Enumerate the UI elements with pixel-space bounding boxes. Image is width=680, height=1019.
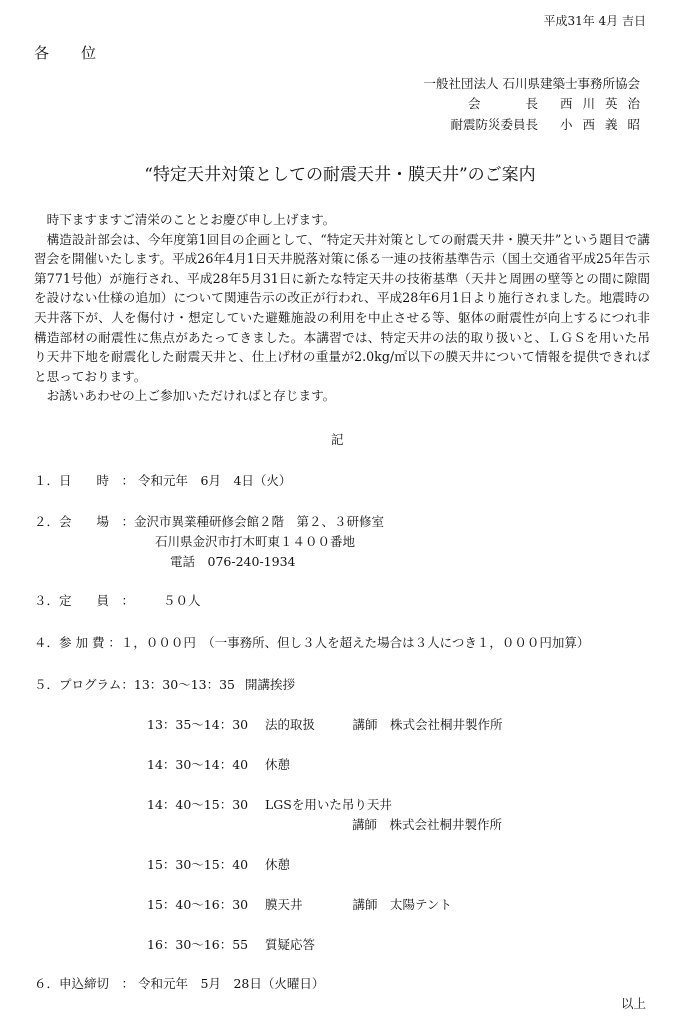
program-time: 14：40～15：30	[147, 797, 249, 812]
program-lecturer: 講師 株式会社桐井製作所	[352, 817, 503, 832]
committee-name: 小西義昭	[559, 117, 650, 132]
item-label: １．日 時 ：	[34, 473, 135, 488]
item-capacity	[34, 591, 201, 609]
closing-mark: 以上	[620, 996, 646, 1011]
body-paragraph: お誘いあわせの上ご参加いただければと存じます。	[46, 388, 336, 404]
addressee-char-2: 位	[81, 44, 99, 62]
program-time: 15：30～15：40	[147, 857, 249, 872]
program-row	[147, 855, 290, 873]
body-paragraph: 時下ますますご清栄のこととお慶び申し上げます。	[46, 212, 336, 227]
document-date: 平成31年 4月 吉日	[543, 14, 646, 28]
item-value: １，０００円 （一事務所、但し３人を超えた場合は３人につき１，０００円加算）	[120, 635, 590, 650]
venue-address: 石川県金沢市打木町東１４００番地	[155, 534, 356, 549]
program-content: 休憩	[265, 857, 291, 872]
addressee	[34, 42, 98, 63]
body-paragraph: 構造設計部会は、今年度第1回目の企画として、“特定天井対策としての耐震天井・膜天井”という題目で講習会を開催いたします。平成26年4月1日天井脱落対策に係る一連の技術基準告示（国土交通省平成25年告示第771号他）が施行され、平成28年5月31日に新たな特定天井の技術基準（天井と周囲の壁等との間に隙間を設けない仕様の追加）について関連告示の改正が行われ、平成28年6月1日より施行されました。地震時の天井落下が、人を傷付け・想定していた避難施設の利用を中止させる等、躯体の耐震性が向上するにつれ非構造部材の耐震性に焦点があたってきました。本講習では、特定天井の法的取り扱いと、ＬＧＳを用いた吊り天井下地を耐震化した耐震天井と、仕上げ材の重量が2.0kg/㎡以下の膜天井について情報を提供できればと思っております。	[34, 231, 650, 384]
item-label: ４．参 加 費 ：	[34, 635, 121, 650]
program-time: 16：30～16：55	[147, 937, 249, 952]
body-text	[34, 210, 650, 406]
program-time: 13：30～13：35	[133, 677, 236, 692]
item-fee	[34, 633, 589, 651]
addressee-char-1: 各	[34, 44, 52, 62]
item-label: ３．定 員 ：	[34, 593, 135, 608]
program-time: 15：40～16：30	[147, 897, 249, 912]
item-value: 金沢市異業種研修会館２階 第２、３研修室	[134, 514, 385, 529]
item-label: ６．申込締切 ：	[34, 976, 135, 991]
document-title: “特定天井対策としての耐震天井・膜天井”のご案内	[144, 165, 536, 185]
president-role-char: 長	[525, 96, 538, 111]
item-venue	[34, 512, 384, 530]
sender-committee	[450, 115, 650, 133]
item-label: ２．会 場 ：	[34, 514, 135, 529]
program-content: 休憩	[265, 757, 291, 772]
program-content: 開講挨拶	[245, 677, 296, 692]
venue-phone: 電話 076-240-1934	[170, 554, 296, 569]
committee-role: 耐震防災委員長	[450, 117, 538, 132]
program-row	[147, 895, 452, 913]
president-name: 西川英治	[559, 96, 650, 111]
program-content: 質疑応答	[265, 937, 316, 952]
program-row	[147, 755, 290, 773]
item-value: 令和元年 6月 4日（火）	[138, 473, 292, 488]
item-label: ５．プログラム：	[34, 677, 134, 692]
president-role-char: 会	[467, 96, 481, 111]
program-row	[147, 935, 315, 953]
item-value: 令和元年 5月 28日（火曜日）	[138, 976, 325, 991]
sender-president	[467, 94, 650, 112]
program-content: 法的取扱 講師 株式会社桐井製作所	[265, 717, 503, 732]
program-time: 13：35～14：30	[147, 717, 249, 732]
ki-heading: 記	[331, 432, 344, 447]
item-datetime	[34, 471, 291, 489]
program-row	[147, 795, 392, 813]
item-value: ５０人	[138, 593, 201, 608]
program-row	[147, 715, 503, 733]
president-role	[468, 94, 538, 112]
program-time: 14：30～14：40	[147, 757, 249, 772]
program-content: LGSを用いた吊り天井	[265, 797, 392, 812]
program-content: 膜天井 講師 太陽テント	[265, 897, 452, 912]
sender-organization: 一般社団法人 石川県建築士事務所協会	[423, 76, 640, 91]
item-program	[34, 675, 295, 693]
item-deadline	[34, 974, 324, 992]
